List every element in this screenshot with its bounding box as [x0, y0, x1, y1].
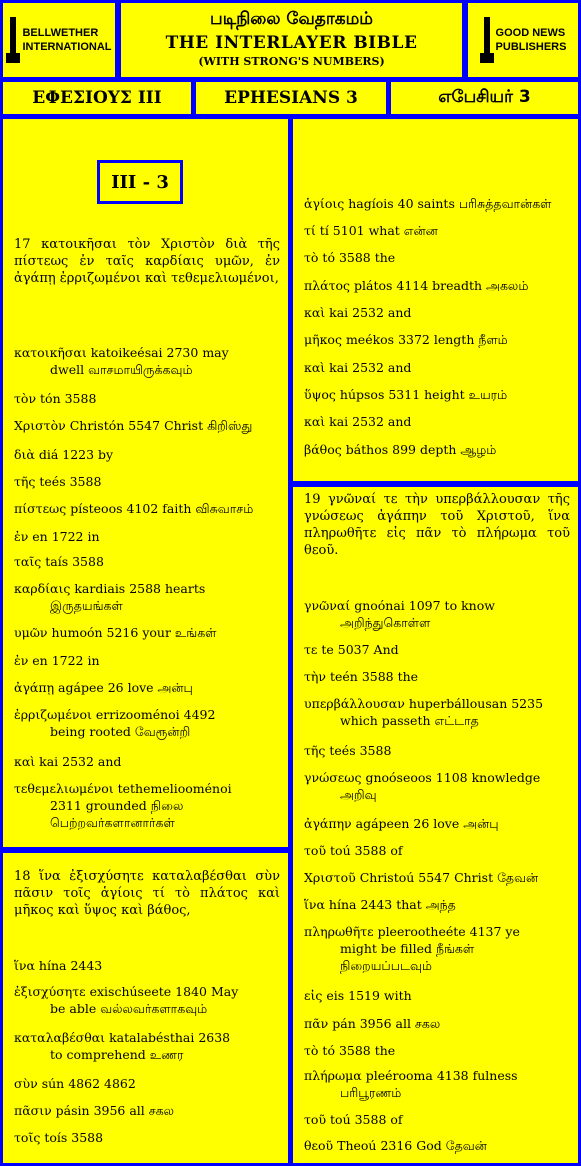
gloss: taís 3588 — [45, 554, 104, 569]
word-entry — [304, 1042, 570, 1059]
gloss: en 1722 in — [32, 529, 100, 544]
gloss-continued: 2311 grounded நிலை பெற்றவர்களானார்கள் — [50, 798, 184, 830]
word-entry — [304, 987, 570, 1004]
left-logo-box — [3, 3, 115, 77]
gloss-continued: அறிவு — [340, 787, 377, 802]
word-entry — [304, 896, 570, 913]
gloss: meékos 3372 length நீளம் — [345, 332, 508, 347]
greek-word: καὶ — [304, 360, 330, 375]
right-logo-line2: PUBLISHERS — [495, 41, 567, 53]
word-entry — [304, 441, 570, 458]
word-entry — [14, 528, 280, 545]
greek-word: ἵνα — [14, 958, 39, 973]
greek-word: Χριστὸν — [14, 418, 70, 433]
gloss: tó 3588 the — [322, 250, 396, 265]
greek-word: γνώσεως — [304, 770, 366, 785]
gloss: en 1722 in — [32, 653, 100, 668]
word-entry — [14, 780, 280, 831]
word-entry — [304, 249, 570, 266]
good-news-logo — [480, 17, 567, 63]
word-entry — [304, 304, 570, 321]
word-entry — [304, 1137, 570, 1154]
gloss: toú 3588 of — [330, 843, 403, 858]
word-entry — [14, 473, 280, 490]
gloss: tó 3588 the — [322, 1043, 396, 1058]
word-entry — [14, 983, 280, 1017]
word-entry — [14, 580, 280, 614]
gloss-continued: be able வல்லவர்களாகவும் — [50, 1001, 208, 1016]
greek-word: ταῖς — [14, 554, 46, 569]
greek-word: διὰ — [14, 447, 39, 462]
greek-word: ἐν — [14, 653, 33, 668]
word-entry — [304, 413, 570, 430]
bellwether-logo — [6, 17, 111, 63]
gloss: kai 2532 and — [329, 305, 412, 320]
title-tamil: படிநிலை வேதாகமம் — [210, 9, 373, 29]
gloss-continued: dwell வாசமாயிருக்கவும் — [50, 362, 193, 377]
gloss: teés 3588 — [39, 474, 102, 489]
greek-word: πᾶσιν — [14, 1103, 56, 1118]
word-entry — [304, 1067, 570, 1101]
tower-icon — [6, 17, 20, 63]
greek-word: καὶ — [14, 754, 40, 769]
word-entry — [304, 597, 570, 631]
word-entry — [14, 1075, 280, 1092]
word-entry — [304, 1111, 570, 1128]
gloss: tí 5101 what என்ன — [319, 223, 438, 238]
greek-word: πληρωθῆτε — [304, 924, 378, 939]
word-entry — [304, 359, 570, 376]
word-entry — [14, 446, 280, 463]
title-english: THE INTERLAYER BIBLE — [165, 33, 418, 53]
word-entry — [14, 344, 280, 378]
gloss: errizooménoi 4492 — [95, 707, 216, 722]
gloss: teés 3588 — [329, 743, 392, 758]
greek-word: τε — [304, 642, 322, 657]
greek-word: ἀγάπῃ — [14, 680, 59, 695]
word-entry — [14, 624, 280, 641]
greek-word: τί — [304, 223, 320, 238]
greek-word: ἐρριζωμένοι — [14, 707, 96, 722]
gloss: diá 1223 by — [38, 447, 114, 462]
gloss: pán 3956 all சகல — [332, 1016, 441, 1031]
word-entry — [304, 842, 570, 859]
greek-word: σὺν — [14, 1076, 42, 1091]
greek-word: ἁγίοις — [304, 196, 349, 211]
greek-word: πίστεως — [14, 501, 71, 516]
subtitle: (WITH STRONG'S NUMBERS) — [198, 55, 385, 68]
gloss-continued: might be filled நீங்கள் நிறையப்படவும் — [340, 941, 475, 973]
word-entry — [14, 753, 280, 770]
greek-word: εἰς — [304, 988, 327, 1003]
word-entry — [304, 869, 570, 886]
gloss-continued: being rooted வேரூன்றி — [50, 724, 191, 739]
word-entry — [14, 706, 280, 740]
gloss: húpsos 5311 height உயரம் — [339, 387, 508, 402]
gloss: katoikeésai 2730 may — [90, 345, 229, 360]
word-entry — [304, 1015, 570, 1032]
greek-word: καὶ — [304, 414, 330, 429]
gloss: huperbállousan 5235 — [408, 696, 544, 711]
word-entry — [304, 815, 570, 832]
gloss: báthos 899 depth ஆழம் — [345, 442, 497, 457]
gloss: toís 3588 — [44, 1130, 104, 1145]
gloss: te 5037 And — [321, 642, 399, 657]
greek-word: τὸ — [304, 1043, 323, 1058]
right-logo-line1: GOOD NEWS — [495, 27, 566, 39]
gloss: Theoú 2316 God தேவன் — [337, 1138, 487, 1153]
word-entry — [14, 417, 280, 434]
word-entry — [14, 1129, 280, 1146]
gloss: kai 2532 and — [329, 414, 412, 429]
word-entry — [14, 1029, 280, 1063]
gloss: eis 1519 with — [326, 988, 412, 1003]
word-entry — [304, 923, 570, 974]
gloss: hagíois 40 saints பரிசுத்தவான்கள் — [348, 196, 552, 211]
gloss: pásin 3956 all சகல — [55, 1103, 175, 1118]
gloss: hína 2443 that அந்த — [328, 897, 456, 912]
gloss: exischúseete 1840 May — [89, 984, 239, 999]
word-entry — [304, 769, 570, 803]
word-entry — [304, 277, 570, 294]
greek-word: ἐξισχύσητε — [14, 984, 90, 999]
book-greek: ΕΦΕΣΙΟΥΣ III — [3, 82, 191, 114]
gloss: kardiais 2588 hearts — [74, 581, 206, 596]
gloss: gnoónai 1097 to know — [354, 598, 495, 613]
greek-word: μῆκος — [304, 332, 346, 347]
gloss-continued: பரிபூரணம் — [340, 1085, 402, 1100]
tower-icon — [480, 17, 494, 63]
book-tamil: எபேசியர் 3 — [391, 82, 578, 114]
word-entry — [14, 679, 280, 696]
word-entry — [14, 957, 280, 974]
gloss: kai 2532 and — [329, 360, 412, 375]
greek-word: πᾶν — [304, 1016, 333, 1031]
greek-word: τὸν — [14, 391, 41, 406]
greek-word: ἵνα — [304, 897, 329, 912]
gloss: pleérooma 4138 fulness — [365, 1068, 518, 1083]
greek-word: καὶ — [304, 305, 330, 320]
gloss: pleerootheéte 4137 ye — [377, 924, 520, 939]
greek-word: καταλαβέσθαι — [14, 1030, 110, 1045]
greek-word: τῆς — [304, 743, 330, 758]
greek-word: γνῶναί — [304, 598, 355, 613]
gloss: humoón 5216 your உங்கள் — [51, 625, 217, 640]
greek-word: τοῖς — [14, 1130, 45, 1145]
gloss: písteoos 4102 faith விசுவாசம் — [70, 501, 254, 516]
word-entry — [304, 386, 570, 403]
verse-17-text: 17 κατοικῆσαι τὸν Χριστὸν διὰ τῆς πίστεως ἐν ταῖς καρδίαις υμῶν, ἐν ἀγάπῃ ἐρριζωμένοι καὶ τεθεμελιωμένοι, — [14, 237, 280, 286]
greek-word: Χριστοῦ — [304, 870, 360, 885]
title-box — [121, 3, 462, 77]
greek-word: ἐν — [14, 529, 33, 544]
greek-word: καρδίαις — [14, 581, 75, 596]
gloss: hína 2443 — [38, 958, 103, 973]
gloss-continued: to comprehend உணர — [50, 1047, 184, 1062]
greek-word: πλήρωμα — [304, 1068, 366, 1083]
gloss-continued: இருதயங்கள் — [50, 598, 123, 613]
book-english: EPHESIANS 3 — [196, 82, 386, 114]
gloss: plátos 4114 breadth அகலம் — [354, 278, 529, 293]
gloss: tethemeliooménoi — [117, 781, 232, 796]
gloss: katalabésthai 2638 — [109, 1030, 231, 1045]
greek-word: τοῦ — [304, 843, 331, 858]
word-entry — [304, 695, 570, 729]
gloss: teén 3588 the — [329, 669, 419, 684]
greek-word: υμῶν — [14, 625, 52, 640]
greek-word: τῆς — [14, 474, 40, 489]
gloss: tón 3588 — [40, 391, 97, 406]
gloss: agápeen 26 love அன்பு — [355, 816, 499, 831]
chapter-label: III - 3 — [97, 160, 183, 204]
greek-word: τὴν — [304, 669, 330, 684]
gloss-continued: அறிந்துகொள்ள — [340, 615, 431, 630]
greek-word: τὸ — [304, 250, 323, 265]
gloss: gnoóseoos 1108 knowledge — [365, 770, 541, 785]
verse-19-text: 19 γνῶναί τε τὴν υπερβάλλουσαν τῆς γνώσεως ἀγάπην τοῦ Χριστοῦ, ἵνα πληρωθῆτε εἰς πᾶν τὸ πλήρωμα τοῦ θεοῦ. — [304, 492, 570, 558]
greek-word: τοῦ — [304, 1112, 331, 1127]
gloss: sún 4862 4862 — [41, 1076, 136, 1091]
left-logo-line2: INTERNATIONAL — [22, 41, 112, 53]
gloss: Christoú 5547 Christ தேவன் — [359, 870, 539, 885]
word-entry — [304, 742, 570, 759]
word-entry — [14, 553, 280, 570]
word-entry — [304, 331, 570, 348]
word-entry — [14, 390, 280, 407]
word-entry — [14, 500, 280, 517]
greek-word: πλάτος — [304, 278, 354, 293]
greek-word: θεοῦ — [304, 1138, 338, 1153]
greek-word: ὕψος — [304, 387, 340, 402]
greek-word: τεθεμελιωμένοι — [14, 781, 118, 796]
gloss: kai 2532 and — [39, 754, 122, 769]
word-entry — [304, 222, 570, 239]
left-logo-line1: BELLWETHER — [22, 27, 99, 39]
word-entry — [14, 652, 280, 669]
gloss: toú 3588 of — [330, 1112, 403, 1127]
word-entry — [14, 1102, 280, 1119]
verse-18-text: 18 ἵνα ἐξισχύσητε καταλαβέσθαι σὺν πᾶσιν τοῖς ἁγίοις τί τὸ πλάτος καὶ μῆκος καὶ ὕψος καὶ βάθος, — [14, 869, 280, 918]
greek-word: βάθος — [304, 442, 346, 457]
word-entry — [304, 195, 570, 212]
gloss: agápee 26 love அன்பு — [58, 680, 193, 695]
greek-word: κατοικῆσαι — [14, 345, 91, 360]
greek-word: ἀγάπην — [304, 816, 356, 831]
word-entry — [304, 641, 570, 658]
word-entry — [304, 668, 570, 685]
gloss: Christón 5547 Christ கிறிஸ்து — [69, 418, 253, 433]
greek-word: υπερβάλλουσαν — [304, 696, 409, 711]
gloss-continued: which passeth எட்டாத — [340, 713, 479, 728]
right-logo-box — [468, 3, 578, 77]
